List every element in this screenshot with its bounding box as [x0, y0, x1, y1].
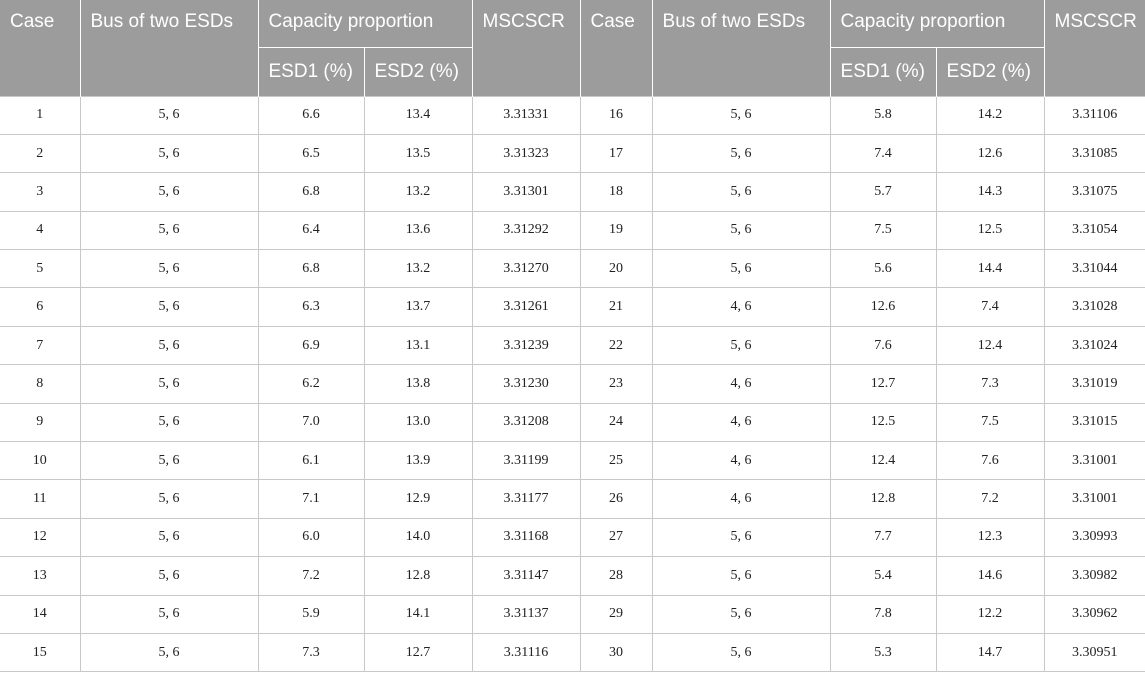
case-cell: 24 [580, 403, 652, 441]
case-cell: 9 [0, 403, 80, 441]
table-row [0, 288, 1145, 326]
case-cell: 5 [0, 250, 80, 288]
esd2-cell: 13.8 [364, 365, 472, 403]
mscscr-cell: 3.31147 [472, 557, 580, 595]
mscscr-cell: 3.31239 [472, 326, 580, 364]
case-cell: 2 [0, 134, 80, 172]
bus-cell: 5, 6 [80, 288, 258, 326]
esd1-cell: 5.6 [830, 250, 936, 288]
bus-cell: 5, 6 [80, 633, 258, 671]
bus-cell: 5, 6 [652, 211, 830, 249]
esd2-header: ESD2 (%) [364, 47, 472, 96]
esd1-cell: 5.8 [830, 96, 936, 134]
bus-cell: 5, 6 [80, 173, 258, 211]
esd2-cell: 13.2 [364, 250, 472, 288]
bus-header: Bus of two ESDs [652, 0, 830, 96]
esd1-cell: 7.6 [830, 326, 936, 364]
esd1-cell: 7.7 [830, 518, 936, 556]
case-cell: 28 [580, 557, 652, 595]
table-row [0, 480, 1145, 518]
esd2-cell: 12.3 [936, 518, 1044, 556]
mscscr-cell: 3.31323 [472, 134, 580, 172]
esd2-cell: 14.1 [364, 595, 472, 633]
case-cell: 11 [0, 480, 80, 518]
esd2-cell: 13.5 [364, 134, 472, 172]
mscscr-header: MSCSCR [472, 0, 580, 96]
bus-cell: 4, 6 [652, 403, 830, 441]
case-cell: 12 [0, 518, 80, 556]
esd1-cell: 7.1 [258, 480, 364, 518]
case-cell: 16 [580, 96, 652, 134]
mscscr-cell: 3.31015 [1044, 403, 1145, 441]
mscscr-cell: 3.30982 [1044, 557, 1145, 595]
esd2-cell: 7.3 [936, 365, 1044, 403]
esd2-header: ESD2 (%) [936, 47, 1044, 96]
esd2-cell: 14.3 [936, 173, 1044, 211]
mscscr-cell: 3.31177 [472, 480, 580, 518]
case-cell: 20 [580, 250, 652, 288]
esd1-header: ESD1 (%) [258, 47, 364, 96]
esd2-cell: 7.4 [936, 288, 1044, 326]
esd1-cell: 5.7 [830, 173, 936, 211]
case-cell: 8 [0, 365, 80, 403]
bus-cell: 4, 6 [652, 365, 830, 403]
esd2-cell: 7.5 [936, 403, 1044, 441]
table-row [0, 403, 1145, 441]
esd1-cell: 6.8 [258, 250, 364, 288]
esd2-cell: 14.6 [936, 557, 1044, 595]
bus-cell: 4, 6 [652, 288, 830, 326]
esd1-header: ESD1 (%) [830, 47, 936, 96]
mscscr-cell: 3.31270 [472, 250, 580, 288]
case-cell: 25 [580, 442, 652, 480]
case-cell: 6 [0, 288, 80, 326]
table-row [0, 134, 1145, 172]
case-cell: 18 [580, 173, 652, 211]
bus-cell: 5, 6 [80, 326, 258, 364]
esd1-cell: 6.2 [258, 365, 364, 403]
case-cell: 30 [580, 633, 652, 671]
mscscr-cell: 3.30993 [1044, 518, 1145, 556]
esd1-cell: 7.5 [830, 211, 936, 249]
mscscr-cell: 3.30951 [1044, 633, 1145, 671]
esd1-cell: 5.3 [830, 633, 936, 671]
esd1-cell: 6.9 [258, 326, 364, 364]
table-row [0, 326, 1145, 364]
table-body [0, 96, 1145, 672]
mscscr-cell: 3.31137 [472, 595, 580, 633]
esd1-cell: 6.8 [258, 173, 364, 211]
case-cell: 7 [0, 326, 80, 364]
bus-cell: 5, 6 [80, 134, 258, 172]
bus-cell: 4, 6 [652, 480, 830, 518]
mscscr-cell: 3.31001 [1044, 442, 1145, 480]
bus-cell: 5, 6 [80, 365, 258, 403]
esd2-cell: 13.1 [364, 326, 472, 364]
bus-cell: 5, 6 [652, 96, 830, 134]
esd1-cell: 7.2 [258, 557, 364, 595]
esd2-cell: 12.5 [936, 211, 1044, 249]
case-cell: 14 [0, 595, 80, 633]
esd2-cell: 7.2 [936, 480, 1044, 518]
bus-cell: 5, 6 [652, 633, 830, 671]
esd1-cell: 6.5 [258, 134, 364, 172]
case-cell: 21 [580, 288, 652, 326]
case-cell: 3 [0, 173, 80, 211]
case-cell: 17 [580, 134, 652, 172]
table-row [0, 595, 1145, 633]
esd1-cell: 5.9 [258, 595, 364, 633]
bus-cell: 4, 6 [652, 442, 830, 480]
case-cell: 1 [0, 96, 80, 134]
table-row [0, 365, 1145, 403]
esd2-cell: 14.0 [364, 518, 472, 556]
bus-cell: 5, 6 [80, 96, 258, 134]
esd1-cell: 12.5 [830, 403, 936, 441]
esd1-cell: 7.0 [258, 403, 364, 441]
mscscr-cell: 3.31208 [472, 403, 580, 441]
esd1-cell: 6.4 [258, 211, 364, 249]
mscscr-cell: 3.31116 [472, 633, 580, 671]
bus-cell: 5, 6 [80, 518, 258, 556]
capacity-proportion-header: Capacity proportion [258, 0, 472, 47]
case-cell: 13 [0, 557, 80, 595]
table-row [0, 250, 1145, 288]
esd2-cell: 13.2 [364, 173, 472, 211]
case-cell: 22 [580, 326, 652, 364]
esd2-cell: 12.6 [936, 134, 1044, 172]
esd2-cell: 14.4 [936, 250, 1044, 288]
esd1-cell: 6.1 [258, 442, 364, 480]
bus-cell: 5, 6 [652, 557, 830, 595]
mscscr-cell: 3.30962 [1044, 595, 1145, 633]
esd1-cell: 12.7 [830, 365, 936, 403]
mscscr-cell: 3.31261 [472, 288, 580, 326]
mscscr-header: MSCSCR [1044, 0, 1145, 96]
case-cell: 10 [0, 442, 80, 480]
mscscr-cell: 3.31001 [1044, 480, 1145, 518]
mscscr-cell: 3.31106 [1044, 96, 1145, 134]
mscscr-cell: 3.31085 [1044, 134, 1145, 172]
esd2-cell: 13.4 [364, 96, 472, 134]
esd2-cell: 12.9 [364, 480, 472, 518]
table-row [0, 633, 1145, 671]
mscscr-cell: 3.31024 [1044, 326, 1145, 364]
mscscr-cell: 3.31292 [472, 211, 580, 249]
case-cell: 29 [580, 595, 652, 633]
esd2-cell: 13.9 [364, 442, 472, 480]
esd1-cell: 6.0 [258, 518, 364, 556]
esd2-cell: 13.7 [364, 288, 472, 326]
esd2-cell: 12.4 [936, 326, 1044, 364]
bus-cell: 5, 6 [80, 557, 258, 595]
table-header [0, 0, 1145, 96]
esd1-cell: 7.3 [258, 633, 364, 671]
case-cell: 19 [580, 211, 652, 249]
case-cell: 4 [0, 211, 80, 249]
mscscr-cell: 3.31054 [1044, 211, 1145, 249]
esd2-cell: 12.8 [364, 557, 472, 595]
mscscr-cell: 3.31230 [472, 365, 580, 403]
bus-cell: 5, 6 [652, 595, 830, 633]
esd1-cell: 5.4 [830, 557, 936, 595]
bus-cell: 5, 6 [652, 134, 830, 172]
table-row [0, 173, 1145, 211]
bus-cell: 5, 6 [652, 250, 830, 288]
esd2-cell: 14.7 [936, 633, 1044, 671]
esd2-cell: 13.0 [364, 403, 472, 441]
bus-cell: 5, 6 [80, 595, 258, 633]
esd2-cell: 13.6 [364, 211, 472, 249]
esd1-cell: 7.8 [830, 595, 936, 633]
table-row [0, 442, 1145, 480]
mscscr-cell: 3.31075 [1044, 173, 1145, 211]
esd1-cell: 6.6 [258, 96, 364, 134]
mscscr-cell: 3.31199 [472, 442, 580, 480]
table-row [0, 96, 1145, 134]
table-row [0, 518, 1145, 556]
esd2-cell: 12.7 [364, 633, 472, 671]
bus-cell: 5, 6 [80, 442, 258, 480]
bus-header: Bus of two ESDs [80, 0, 258, 96]
mscscr-cell: 3.31019 [1044, 365, 1145, 403]
bus-cell: 5, 6 [80, 250, 258, 288]
esd2-cell: 7.6 [936, 442, 1044, 480]
mscscr-cell: 3.31168 [472, 518, 580, 556]
case-header: Case [0, 0, 80, 96]
bus-cell: 5, 6 [80, 480, 258, 518]
capacity-proportion-header: Capacity proportion [830, 0, 1044, 47]
bus-cell: 5, 6 [652, 173, 830, 211]
esd1-cell: 7.4 [830, 134, 936, 172]
esd1-cell: 12.4 [830, 442, 936, 480]
esd1-cell: 6.3 [258, 288, 364, 326]
mscscr-cell: 3.31028 [1044, 288, 1145, 326]
mscscr-cell: 3.31301 [472, 173, 580, 211]
esd2-cell: 14.2 [936, 96, 1044, 134]
table-row [0, 211, 1145, 249]
case-cell: 23 [580, 365, 652, 403]
bus-cell: 5, 6 [652, 326, 830, 364]
case-header: Case [580, 0, 652, 96]
case-cell: 26 [580, 480, 652, 518]
esd1-cell: 12.6 [830, 288, 936, 326]
esd2-cell: 12.2 [936, 595, 1044, 633]
bus-cell: 5, 6 [80, 211, 258, 249]
mscscr-cell: 3.31331 [472, 96, 580, 134]
bus-cell: 5, 6 [80, 403, 258, 441]
case-cell: 27 [580, 518, 652, 556]
case-cell: 15 [0, 633, 80, 671]
table-row [0, 557, 1145, 595]
mscscr-cell: 3.31044 [1044, 250, 1145, 288]
esd1-cell: 12.8 [830, 480, 936, 518]
bus-cell: 5, 6 [652, 518, 830, 556]
